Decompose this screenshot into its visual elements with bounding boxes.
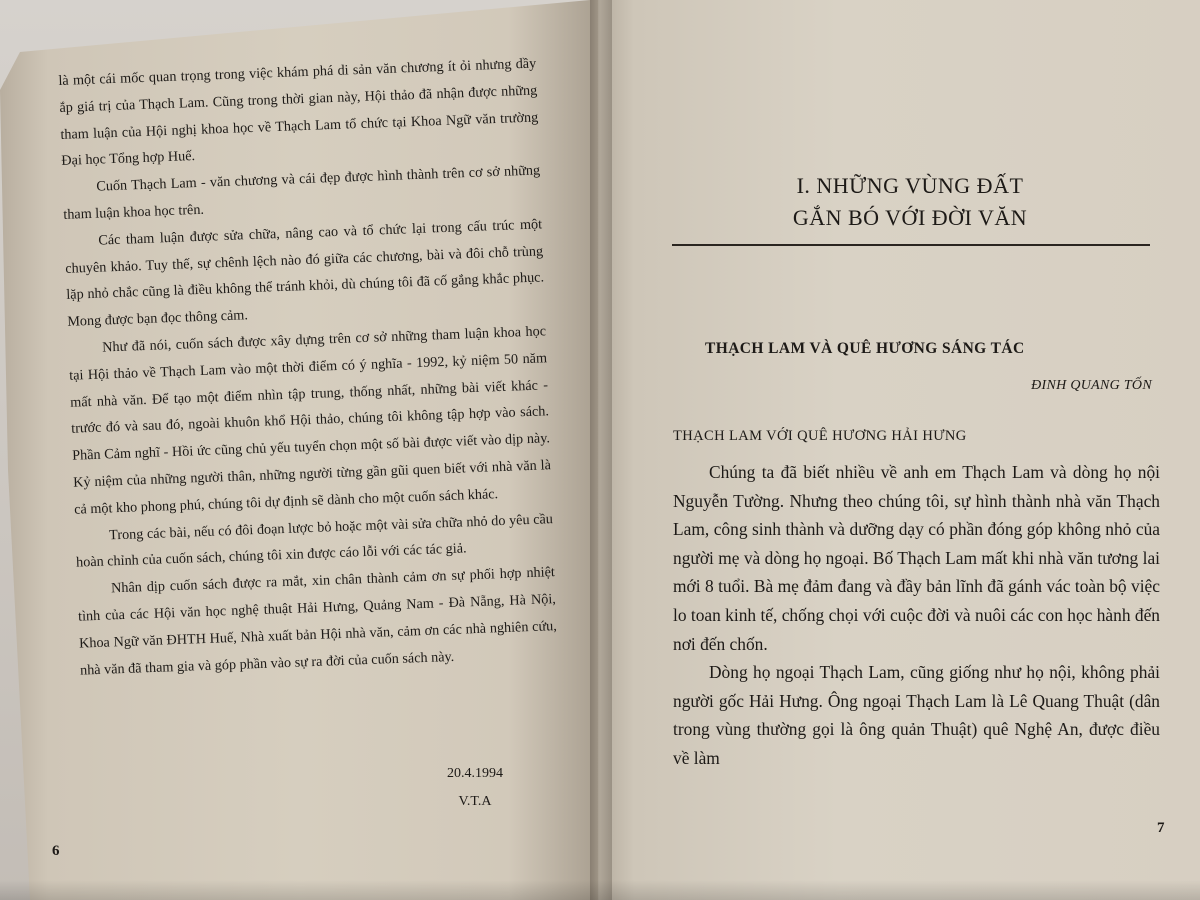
- right-paragraph: Chúng ta đã biết nhiều về anh em Thạch Lam và dòng họ nội Nguyễn Tường. Nhưng theo chúng tôi, sự hình thành nhà văn Thạch Lam, công sinh thành và dưỡng dạy có phần đóng góp không nhỏ của người mẹ và dòng họ ngoại. Bố Thạch Lam mất khi nhà văn tương lai mới 8 tuổi. Bà mẹ đảm đang và đầy bản lĩnh đã gánh vác toàn bộ việc lo toan kinh tế, chống chọi với cuộc đời và nuôi các con học hành đến nơi đến chốn.: [673, 462, 1160, 654]
- chapter-divider: [672, 244, 1150, 246]
- right-page-number: 7: [1157, 820, 1165, 836]
- left-signature-block: [420, 760, 530, 816]
- article-title: THẠCH LAM VÀ QUÊ HƯƠNG SÁNG TÁC: [705, 340, 1025, 357]
- date: 20.4.1994: [447, 766, 503, 781]
- right-page-body: [673, 458, 1160, 773]
- left-paragraph: Trong các bài, nếu có đôi đoạn lược bỏ hoặc một vài sửa chữa nhỏ do yêu cầu hoàn chỉnh của cuốn sách, chúng tôi xin được cáo lỗi với các tác giả.: [75, 510, 554, 572]
- chapter-title-line-2: GẮN BÓ VỚI ĐỜI VĂN: [792, 205, 1028, 230]
- right-paragraph: Dòng họ ngoại Thạch Lam, cũng giống như họ nội, không phải người gốc Hải Hưng. Ông ngoại Thạch Lam là Lê Quang Thuật (dân trong vùng thường gọi là ông quản Thuật) quê Nghệ An, được điều về làm: [673, 662, 1160, 768]
- left-page-body: [58, 50, 558, 683]
- book-gutter: [590, 0, 612, 900]
- left-paragraph: Các tham luận được sửa chữa, nâng cao và tổ chức lại trong cấu trúc một chuyên khảo. Tuy thế, sự chênh lệch nào đó giữa các chương, bài và đôi chỗ trùng lặp nhỏ chắc cũng là điều không thể tránh khỏi, dù chúng tôi đã cố gắng khắc phục. Mong được bạn đọc thông cảm.: [65, 216, 545, 330]
- left-paragraph: Nhân dịp cuốn sách được ra mắt, xin chân thành cảm ơn sự phối hợp nhiệt tình của các Hội văn học nghệ thuật Hải Hưng, Quảng Nam - Đà Nẵng, Hà Nội, Khoa Ngữ văn ĐHTH Huế, Nhà xuất bản Hội nhà văn, cảm ơn các nhà nghiên cứu, nhà văn đã tham gia và góp phần vào sự ra đời của cuốn sách này.: [77, 564, 558, 679]
- left-paragraph: là một cái mốc quan trọng trong việc khám phá di sản văn chương ít ỏi nhưng dầy ắp giá trị của Thạch Lam. Cũng trong thời gian này, Hội thảo đã nhận được những tham luận của Hội nghị khoa học về Thạch Lam tổ chức tại Khoa Ngữ văn trường Đại học Tổng hợp Huế.: [58, 55, 539, 170]
- bottom-shadow: [0, 880, 1200, 900]
- left-paragraph: Như đã nói, cuốn sách được xây dựng trên cơ sở những tham luận khoa học tại Hội thảo về Thạch Lam vào một thời điểm có ý nghĩa - 1992, kỷ niệm 50 năm mất nhà văn. Để tạo một điểm nhìn tập trung, thống nhất, những bài viết khác - trước đó và sau đó, ngoài khuôn khổ Hội thảo, chúng tôi không tập hợp vào sách. Phần Cảm nghĩ - Hồi ức cũng chủ yếu tuyển chọn một số bài được viết vào dịp này. Kỷ niệm của những người thân, những người từng gần gũi quen biết với nhà văn là cả một kho phong phú, chúng tôi dự định sẽ dành cho một cuốn sách khác.: [68, 323, 552, 518]
- chapter-title: [690, 170, 1130, 234]
- section-heading: THẠCH LAM VỚI QUÊ HƯƠNG HẢI HƯNG: [673, 428, 967, 444]
- signature: V.T.A: [458, 794, 492, 809]
- left-page-number: 6: [52, 843, 60, 859]
- left-paragraph: Cuốn Thạch Lam - văn chương và cái đẹp được hình thành trên cơ sở những tham luận khoa học trên.: [63, 162, 541, 223]
- chapter-title-line-1: I. NHỮNG VÙNG ĐẤT: [796, 173, 1024, 198]
- article-author: ĐINH QUANG TỐN: [1031, 378, 1152, 393]
